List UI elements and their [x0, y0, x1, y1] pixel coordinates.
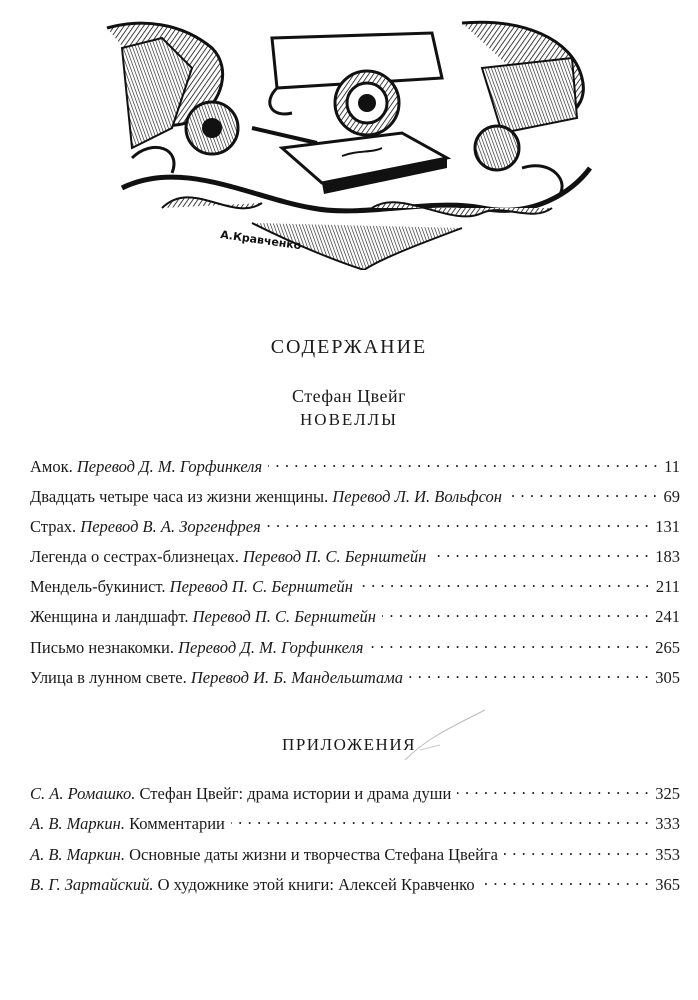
toc-title: О художнике этой книги: Алексей Кравченко [157, 875, 475, 895]
toc-author: А. В. Маркин. [30, 844, 125, 864]
toc-row[interactable] [30, 515, 680, 545]
leader-dots [382, 606, 649, 623]
toc-row[interactable] [30, 782, 680, 813]
toc-title: Женщина и ландшафт. [30, 607, 189, 627]
toc-title: Двадцать четыре часа из жизни женщины. [30, 486, 329, 506]
novellas-title: НОВЕЛЛЫ [300, 410, 398, 429]
toc-row[interactable] [30, 485, 680, 515]
toc-title: Стефан Цвейг: драма истории и драма души [139, 783, 452, 803]
leader-dots [267, 515, 649, 532]
toc-page: 131 [655, 516, 680, 536]
toc-translator: Перевод П. С. Бернштейн [243, 547, 427, 567]
toc-translator: Перевод Л. И. Вольфсон [332, 486, 502, 506]
toc-title: Амок. [30, 456, 73, 476]
toc-translator: Перевод Д. М. Горфинкеля [76, 456, 263, 476]
toc-page: 353 [655, 844, 680, 864]
leader-dots [268, 455, 658, 472]
toc-title: Улица в лунном свете. [30, 667, 187, 687]
toc-author: А. В. Маркин. [30, 814, 125, 834]
appendix-list [30, 782, 680, 904]
leader-dots [409, 666, 649, 683]
appendix-title: ПРИЛОЖЕНИЯ [282, 735, 416, 754]
toc-page: 265 [655, 637, 680, 657]
toc-row[interactable] [30, 843, 680, 874]
toc-title: Мендель-букинист. [30, 577, 166, 597]
toc-page: 305 [655, 667, 680, 687]
toc-page: 241 [655, 607, 680, 627]
toc-row[interactable] [30, 666, 680, 696]
toc-title: Письмо незнакомки. [30, 637, 174, 657]
toc-title: Основные даты жизни и творчества Стефана Цвейга [129, 844, 498, 864]
toc-translator: Перевод И. Б. Мандельштама [190, 667, 403, 687]
toc-row[interactable] [30, 546, 680, 576]
leader-dots [481, 874, 650, 891]
leader-dots [359, 576, 650, 593]
toc-row[interactable] [30, 576, 680, 606]
toc-translator: Перевод В. А. Зоргенфрея [80, 516, 261, 536]
toc-translator: Перевод П. С. Бернштейн [192, 607, 376, 627]
toc-row[interactable] [30, 606, 680, 636]
toc-page: 11 [664, 456, 680, 476]
leader-dots [369, 636, 649, 653]
leader-dots [508, 485, 658, 502]
leader-dots [457, 782, 649, 799]
toc-title: Страх. [30, 516, 77, 536]
novellas-list [30, 455, 680, 697]
toc-row[interactable] [30, 874, 680, 905]
toc-translator: Перевод Д. М. Горфинкеля [178, 637, 364, 657]
author-name: Стефан Цвейг [291, 386, 407, 406]
toc-page: 325 [655, 783, 680, 803]
toc-page: 365 [655, 875, 680, 895]
toc-page: 183 [655, 547, 680, 567]
toc-author: С. А. Ромашко. [30, 783, 136, 803]
toc-row[interactable] [30, 813, 680, 844]
toc-row[interactable] [30, 455, 680, 485]
toc-title: Комментарии [129, 814, 225, 834]
engraving-signature: А.Кравченко [219, 228, 303, 253]
contents-title: СОДЕРЖАНИЕ [270, 336, 428, 358]
leader-dots [432, 546, 649, 563]
toc-row[interactable] [30, 636, 680, 666]
leader-dots [504, 843, 649, 860]
leader-dots [231, 813, 649, 830]
toc-author: В. Г. Зартайский. [30, 875, 154, 895]
toc-translator: Перевод П. С. Бернштейн [169, 577, 353, 597]
toc-title: Легенда о сестрах-близнецах. [30, 547, 239, 567]
engraving-illustration [102, 8, 592, 270]
toc-page: 211 [655, 577, 680, 597]
toc-page: 333 [655, 814, 680, 834]
toc-page: 69 [663, 486, 680, 506]
